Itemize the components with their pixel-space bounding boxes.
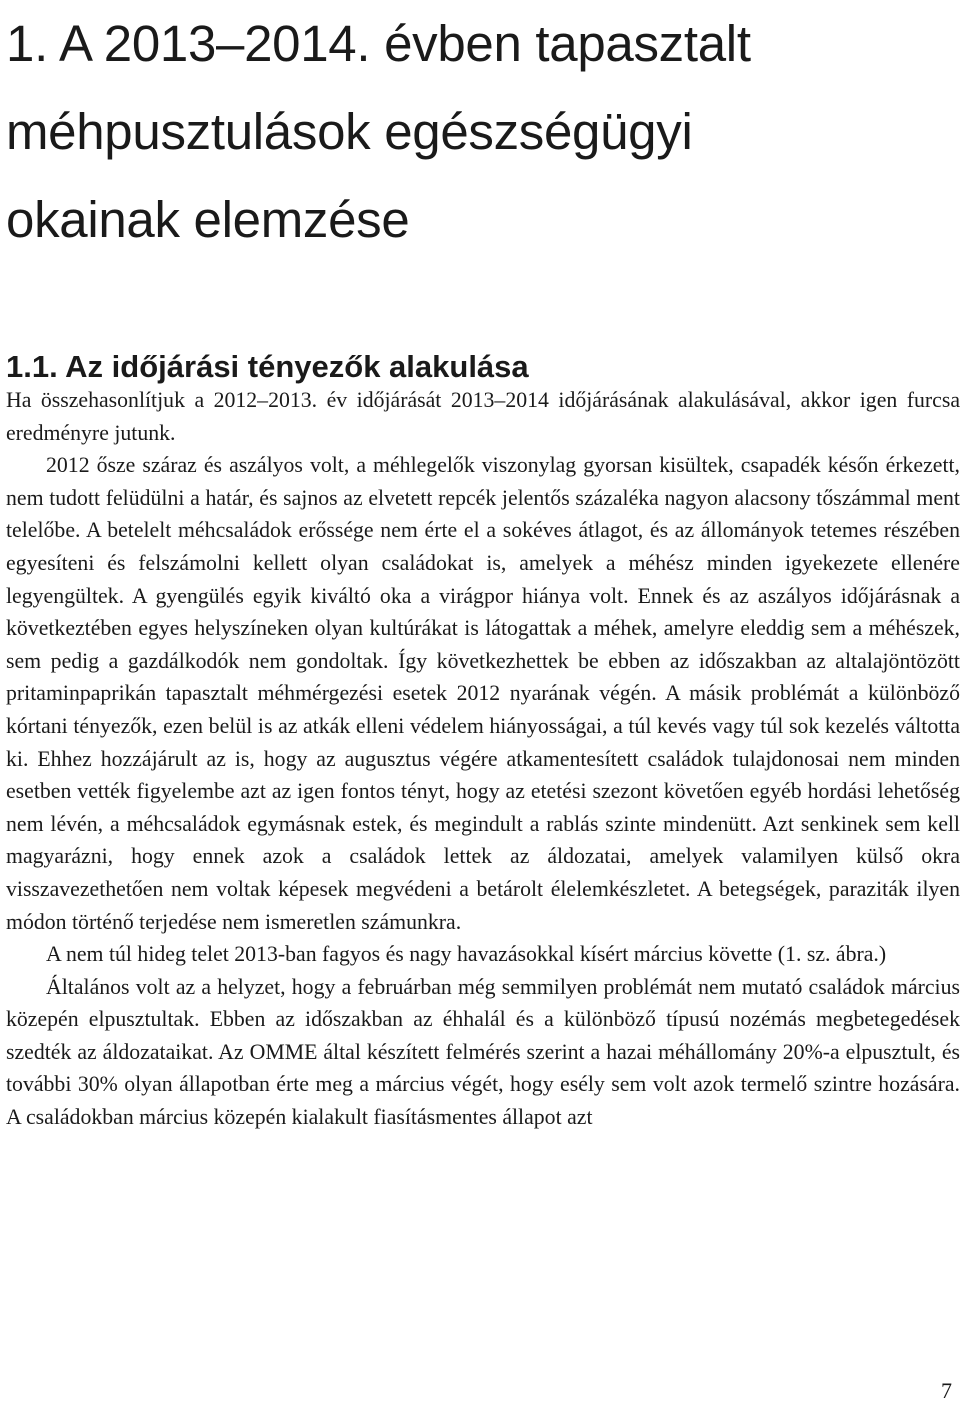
paragraph-winter-2013: A nem túl hideg telet 2013-ban fagyos és nagy havazásokkal kísért március követte (1. sz. ábra.) (46, 942, 887, 967)
chapter-title-line-3: okainak elemzése (6, 191, 410, 248)
paragraph-intro: Ha összehasonlítjuk a 2012–2013. év időjárását 2013–2014 időjárásának alakulásával, akkor igen furcsa eredményre jutunk. (6, 388, 960, 445)
paragraph-march-losses: Általános volt az a helyzet, hogy a februárban még semmilyen problémát nem mutató családok március közepén elpusztultak. Ebben az időszakban az éhhalál és a különböző típusú nozémás megbetegedések szedték az áldozataikat. Az OMME által készített felmérés szerint a hazai méhállomány 20%-a elpusztult, és további 30% olyan állapotban érte meg a március végét, hogy esély sem volt azok termelő szintre hozására. A családokban március közepén kialakult fiasításmentes állapot azt (6, 974, 960, 1130)
paragraph-autumn-2012: 2012 ősze száraz és aszályos volt, a méhlegelők viszonylag gyorsan kisültek, csapadék későn érkezett, nem tudott felüdülni a határ, és sajnos az elvetett repcék jelentős százaléka nagyon alacsony tőszámmal ment telelőbe. A betelelt méhcsaládok erőssége nem érte el a sokéves átlagot, és az állományok tetemes részében egyesíteni és felszámolni kellett olyan családokat is, amelyek a méhész minden igyekezete ellenére legyengültek. A gyengülés egyik kiváltó oka a virágpor hiánya volt. Ennek és az aszályos időjárásnak a következtében egyes helyszíneken olyan kultúrákat is látogattak a méhek, amelyre eleddig sem a méhészek, sem pedig a gazdálkodók nem gondoltak. Így következhettek be ebben az időszakban az altalajöntözött pritaminpaprikán tapasztalt méhmérgezési esetek 2012 nyarának végén. A másik problémát a különböző kórtani tényezők, ezen belül is az atkák elleni védelem hiányosságai, a túl kevés vagy túl sok kezelés váltotta ki. Ehhez hozzájárult az is, hogy az augusztus végére atkamentesített családok tulajdonosai nem minden esetben vették figyelembe azt az igen fontos tényt, hogy az etetési szezont követően egyéb hordási lehetőség nem lévén, a méhcsaládok egymásnak estek, és megindult a rablás szinte mindenütt. Azt senkinek sem kell magyarázni, hogy ennek azok a családok lettek az áldozatai, amelyek valamilyen külső okra visszavezethetően nem voltak képesek megvédeni a betárolt élelemkészletet. A betegségek, paraziták ilyen módon történő terjedése nem ismeretlen számunkra. (6, 453, 960, 934)
chapter-title-line-2: méhpusztulások egészségügyi (6, 103, 693, 160)
page-number: 7 (941, 1378, 952, 1403)
section-title: 1.1. Az időjárási tényezők alakulása (6, 349, 529, 384)
body-text (6, 384, 960, 1134)
chapter-title (6, 0, 956, 264)
chapter-title-line-1: 1. A 2013–2014. évben tapasztalt (6, 15, 751, 72)
